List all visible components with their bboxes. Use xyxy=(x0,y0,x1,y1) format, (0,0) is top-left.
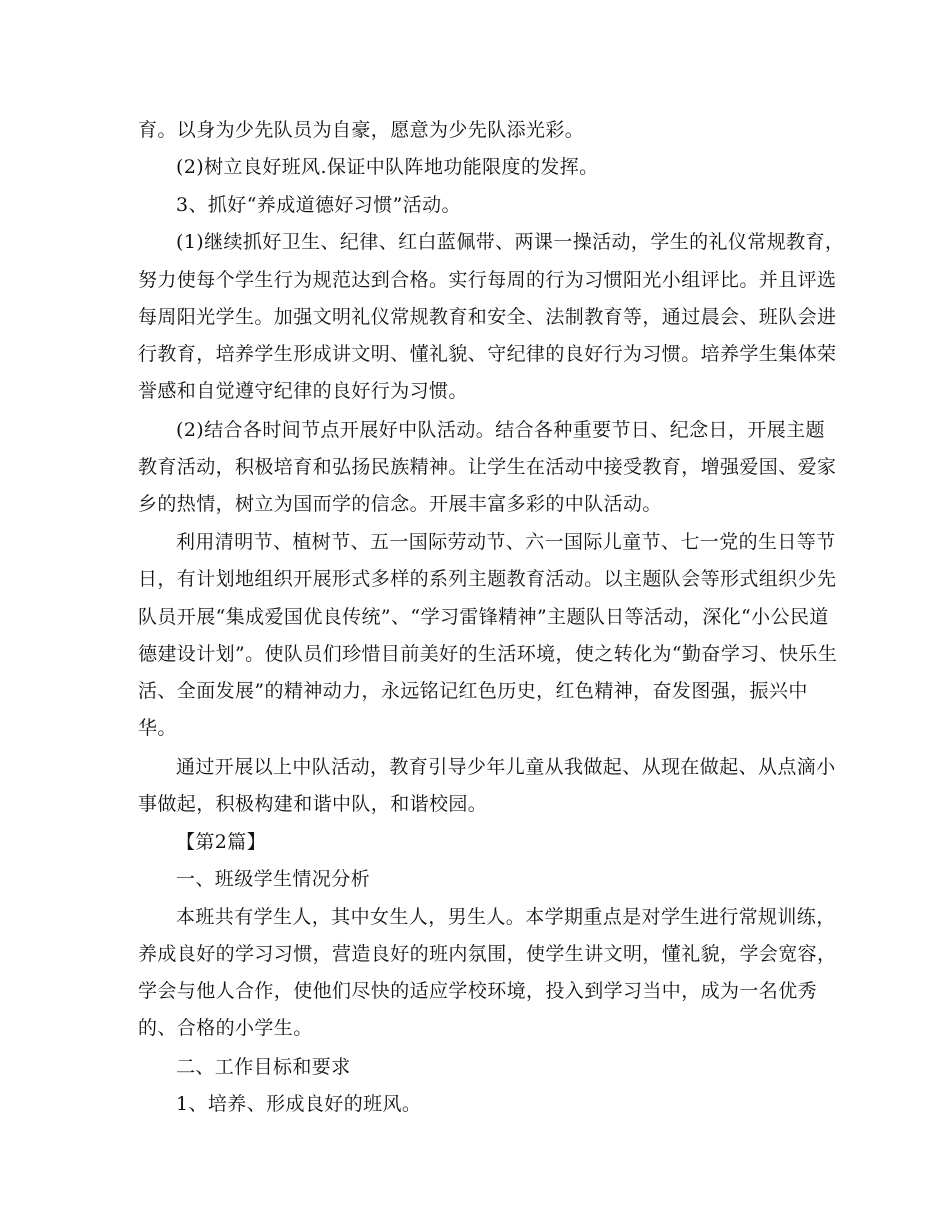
text-line: 努力使每个学生行为规范达到合格。实行每周的行为习惯阳光小组评比。并且评选 xyxy=(138,269,837,291)
text-line: 3、抓好“养成道德好习惯”活动。 xyxy=(176,194,461,216)
section-heading: 【第2篇】 xyxy=(176,831,267,853)
text-line: (2)结合各时间节点开展好中队活动。结合各种重要节日、纪念日，开展主题 xyxy=(176,419,825,441)
text-line: 活、全面发展”的精神动力，永远铭记红色历史，红色精神，奋发图强，振兴中 xyxy=(138,680,808,702)
text-line: 誉感和自觉遵守纪律的良好行为习惯。 xyxy=(138,380,468,402)
text-line: 通过开展以上中队活动，教育引导少年儿童从我做起、从现在做起、从点滴小 xyxy=(176,756,836,778)
section-heading: 一、班级学生情况分析 xyxy=(176,868,371,890)
text-line: (1)继续抓好卫生、纪律、红白蓝佩带、两课一操活动，学生的礼仪常规教育， xyxy=(176,231,845,253)
text-line: 德建设计划”。使队员们珍惜目前美好的生活环境，使之转化为“勤奋学习、快乐生 xyxy=(138,643,838,665)
text-line: 教育活动，积极培育和弘扬民族精神。让学生在活动中接受教育，增强爱国、爱家 xyxy=(138,456,837,478)
text-line: 育。以身为少先队员为自豪，愿意为少先队添光彩。 xyxy=(138,119,585,141)
text-line: (2)树立良好班风.保证中队阵地功能限度的发挥。 xyxy=(176,156,599,178)
section-heading: 二、工作目标和要求 xyxy=(176,1056,351,1078)
text-line: 本班共有学生人，其中女生人，男生人。本学期重点是对学生进行常规训练， xyxy=(176,906,836,928)
text-line: 队员开展“集成爱国优良传统”、“学习雷锋精神”主题队日等活动，深化“小公民道 xyxy=(138,606,829,628)
text-line: 华。 xyxy=(138,717,177,739)
text-line: 1、培养、形成良好的班风。 xyxy=(176,1093,422,1115)
text-line: 养成良好的学习习惯，营造良好的班内氛围，使学生讲文明，懂礼貌，学会宽容， xyxy=(138,943,837,965)
text-line: 的、合格的小学生。 xyxy=(138,1017,313,1039)
text-line: 利用清明节、植树节、五一国际劳动节、六一国际儿童节、七一党的生日等节 xyxy=(176,531,836,553)
text-line: 学会与他人合作，使他们尽快的适应学校环境，投入到学习当中，成为一名优秀 xyxy=(138,980,818,1002)
text-line: 事做起，积极构建和谐中队，和谐校园。 xyxy=(138,793,488,815)
text-line: 行教育，培养学生形成讲文明、懂礼貌、守纪律的良好行为习惯。培养学生集体荣 xyxy=(138,343,837,365)
text-line: 每周阳光学生。加强文明礼仪常规教育和安全、法制教育等，通过晨会、班队会进 xyxy=(138,306,837,328)
text-line: 日，有计划地组织开展形式多样的系列主题教育活动。以主题队会等形式组织少先 xyxy=(138,568,837,590)
text-line: 乡的热情，树立为国而学的信念。开展丰富多彩的中队活动。 xyxy=(138,493,662,515)
